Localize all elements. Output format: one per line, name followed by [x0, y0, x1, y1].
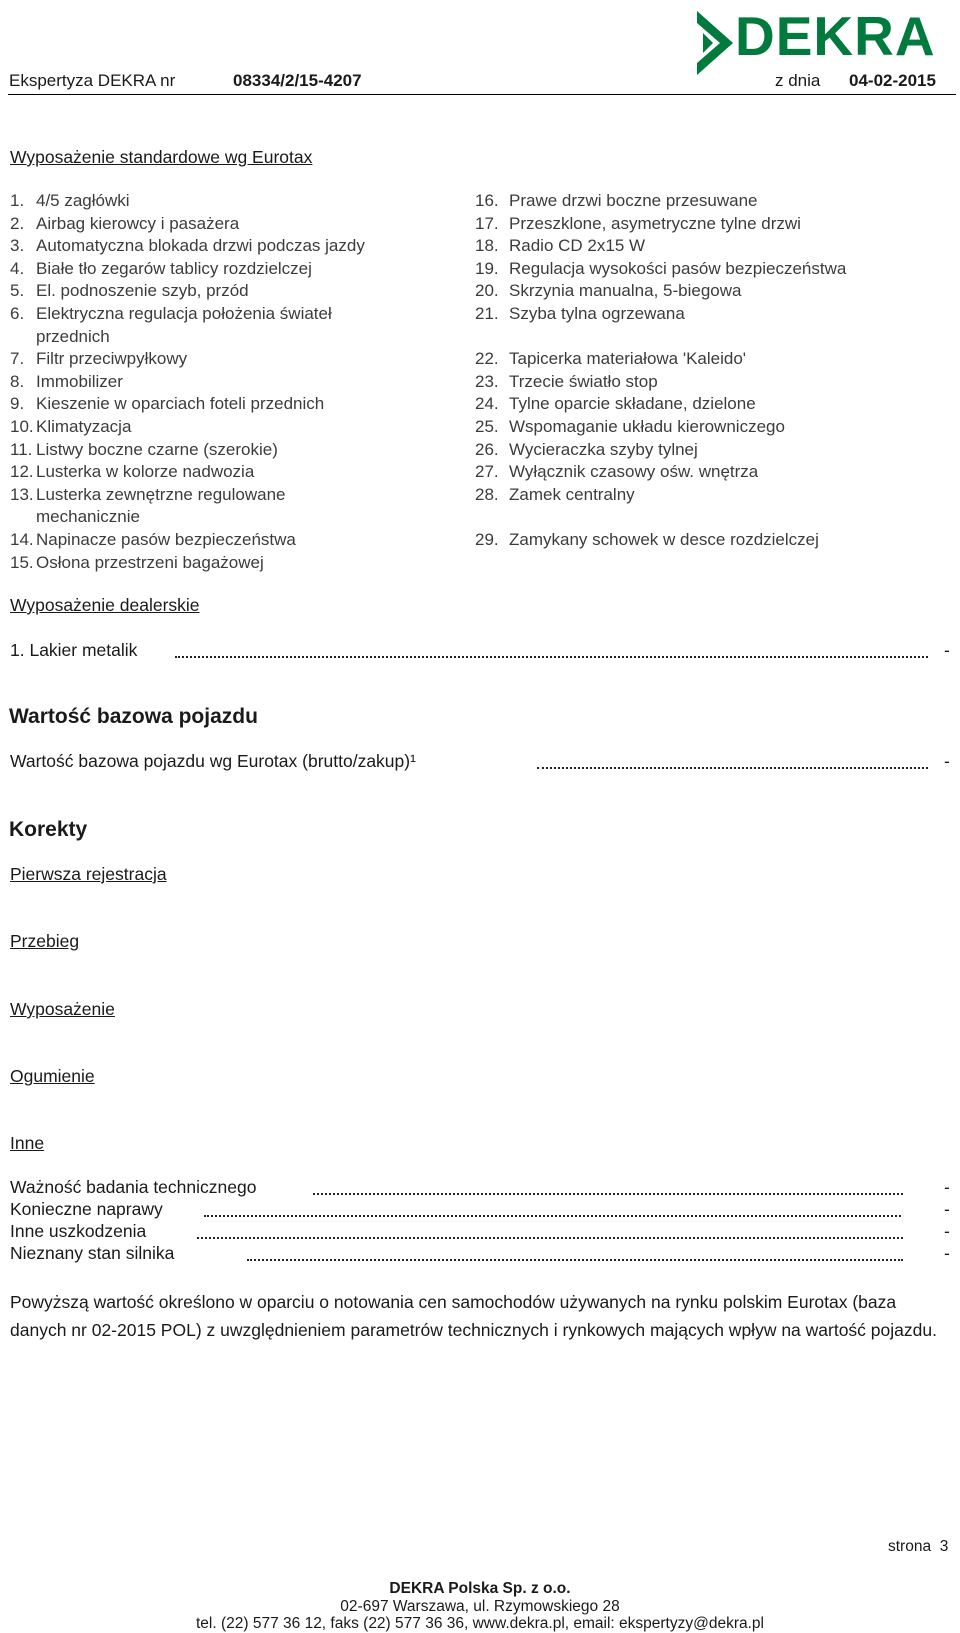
dotted-leader: [197, 1237, 903, 1239]
report-date: 04-02-2015: [849, 71, 936, 90]
footer-contact: tel. (22) 577 36 12, faks (22) 577 36 36, www.dekra.pl, email: ekspertyzy@dekra.pl: [196, 1615, 764, 1632]
equipment-item-text: Szyba tylna ogrzewana: [509, 304, 685, 323]
equipment-item-number: 9.: [10, 394, 25, 414]
page-label: strona: [888, 1538, 932, 1555]
equipment-item-text: Tapicerka materiałowa 'Kaleido': [509, 349, 747, 369]
dealer-item-value: -: [944, 640, 950, 660]
equipment-item-text: mechanicznie: [36, 507, 140, 527]
equipment-item-number: 28.: [475, 484, 499, 504]
equipment-item-number: 18.: [475, 236, 499, 256]
necessary-repairs-label: Konieczne naprawy: [10, 1199, 163, 1219]
equipment-item-number: 1.: [10, 191, 25, 210]
equipment-item-text: Kieszenie w oparciach foteli przednich: [36, 394, 325, 414]
equipment-item-text: Elektryczna regulacja położenia świateł: [36, 304, 332, 323]
equipment-item-text: El. podnoszenie szyb, przód: [36, 281, 249, 301]
equipment-item-text: Zamykany schowek w desce rozdzielczej: [509, 530, 819, 549]
technical-inspection-label: Ważność badania technicznego: [10, 1177, 257, 1197]
equipment-item-number: 29.: [475, 530, 499, 549]
other-damage-value: -: [944, 1221, 950, 1241]
equipment-list-right: [475, 190, 955, 570]
equipment-item-number: 16.: [475, 191, 499, 210]
equipment-item-text: Lusterka zewnętrzne regulowane: [36, 484, 286, 504]
report-date-label: z dnia: [775, 71, 821, 90]
equipment-item-number: 24.: [475, 394, 499, 414]
equipment-item-number: 11.: [10, 439, 33, 459]
equipment-item-number: 13.: [10, 484, 34, 504]
equipment-item-number: 8.: [10, 371, 25, 391]
equipment-item-text: Prawe drzwi boczne przesuwane: [509, 191, 758, 210]
equipment-item-number: 20.: [475, 281, 499, 301]
equipment-item-text: Napinacze pasów bezpieczeństwa: [36, 530, 296, 549]
page-number: [888, 1538, 948, 1556]
equipment-item-number: 22.: [475, 349, 499, 369]
equipment-item-number: 15.: [10, 552, 34, 572]
equipment-item-text: Klimatyzacja: [36, 417, 132, 436]
dotted-leader: [313, 1193, 903, 1195]
footer-address: 02-697 Warszawa, ul. Rzymowskiego 28: [340, 1598, 620, 1615]
equipment-item-number: 27.: [475, 462, 499, 482]
equipment-item-text: Radio CD 2x15 W: [509, 236, 646, 256]
equipment-item-text: Trzecie światło stop: [509, 371, 658, 391]
dotted-leader: [204, 1215, 901, 1217]
base-value-heading: Wartość bazowa pojazdu: [9, 705, 258, 728]
equipment-item-text: Lusterka w kolorze nadwozia: [36, 462, 255, 482]
base-value-value: -: [944, 751, 950, 771]
equipment-item-number: 14.: [10, 530, 34, 549]
dotted-leader: [175, 656, 928, 658]
equipment-item-text: Wspomaganie układu kierowniczego: [509, 417, 785, 436]
logo-text: DEKRA: [735, 5, 936, 67]
equipment-item-number: 19.: [475, 258, 499, 278]
equipment-item-text: Białe tło zegarów tablicy rozdzielczej: [36, 258, 312, 278]
equipment-item-text: Tylne oparcie składane, dzielone: [509, 394, 756, 414]
equipment-item-text: Airbag kierowcy i pasażera: [36, 213, 240, 233]
equipment-item-number: 3.: [10, 236, 25, 256]
equipment-item-number: 21.: [475, 304, 499, 323]
equipment-item-text: Osłona przestrzeni bagażowej: [36, 552, 264, 572]
equipment-item-number: 5.: [10, 281, 25, 301]
equipment-item-number: 6.: [10, 304, 25, 323]
equipment-item-text: Immobilizer: [36, 371, 123, 391]
equipment-list-left: [10, 190, 450, 570]
equipment-item-number: 26.: [475, 439, 499, 459]
report-title-label: Ekspertyza DEKRA nr: [9, 71, 176, 90]
equipment-item-text: Wyłącznik czasowy ośw. wnętrza: [509, 462, 759, 482]
equipment-item-text: Automatyczna blokada drzwi podczas jazdy: [36, 236, 365, 256]
equipment-item-number: 17.: [475, 213, 499, 233]
dotted-leader: [537, 767, 928, 769]
first-registration-heading: Pierwsza rejestracja: [10, 864, 167, 884]
equipment-item-text: Regulacja wysokości pasów bezpieczeństwa: [509, 258, 847, 278]
header-divider: [8, 94, 956, 95]
dealer-item: 1. Lakier metalik: [10, 640, 138, 660]
footer-company: DEKRA Polska Sp. z o.o.: [389, 1580, 571, 1597]
page-value: 3: [939, 1538, 949, 1555]
tyres-heading: Ogumienie: [10, 1066, 95, 1086]
equipment-heading: Wyposażenie: [10, 999, 115, 1019]
standard-equipment-heading: Wyposażenie standardowe wg Eurotax: [10, 147, 313, 167]
dotted-leader: [247, 1259, 903, 1261]
equipment-item-number: 2.: [10, 213, 25, 233]
equipment-item-text: przednich: [36, 326, 110, 346]
equipment-item-text: Filtr przeciwpyłkowy: [36, 349, 188, 369]
equipment-item-text: Zamek centralny: [509, 484, 635, 504]
equipment-item-number: 7.: [10, 349, 25, 369]
equipment-item-text: 4/5 zagłówki: [36, 191, 130, 210]
valuation-note: Powyższą wartość określono w oparciu o notowania cen samochodów używanych na rynku polskim Eurotax (baza danych nr 02-2015 POL) z uwzględnieniem parametrów technicznych i rynkowych mających wpływ na wartość pojazdu.: [10, 1292, 937, 1341]
base-value-label: Wartość bazowa pojazdu wg Eurotax (brutto/zakup)¹: [10, 751, 416, 771]
engine-condition-label: Nieznany stan silnika: [10, 1243, 175, 1263]
equipment-item-text: Wycieraczka szyby tylnej: [509, 439, 698, 459]
equipment-item-number: 10.: [10, 417, 34, 436]
equipment-item-number: 23.: [475, 371, 499, 391]
equipment-item-number: 12.: [10, 462, 34, 482]
engine-condition-value: -: [944, 1243, 950, 1263]
mileage-heading: Przebieg: [10, 931, 80, 951]
other-damage-label: Inne uszkodzenia: [10, 1221, 147, 1241]
equipment-item-text: Przeszklone, asymetryczne tylne drzwi: [509, 213, 801, 233]
equipment-item-text: Listwy boczne czarne (szerokie): [36, 439, 278, 459]
other-heading: Inne: [10, 1133, 45, 1153]
technical-inspection-value: -: [944, 1177, 950, 1197]
equipment-item-number: 4.: [10, 258, 25, 278]
report-number: 08334/2/15-4207: [233, 71, 362, 90]
equipment-item-number: 25.: [475, 417, 499, 436]
necessary-repairs-value: -: [944, 1199, 950, 1219]
corrections-heading: Korekty: [9, 818, 88, 841]
dealer-equipment-heading: Wyposażenie dealerskie: [10, 595, 200, 615]
equipment-item-text: Skrzynia manualna, 5-biegowa: [509, 281, 742, 301]
